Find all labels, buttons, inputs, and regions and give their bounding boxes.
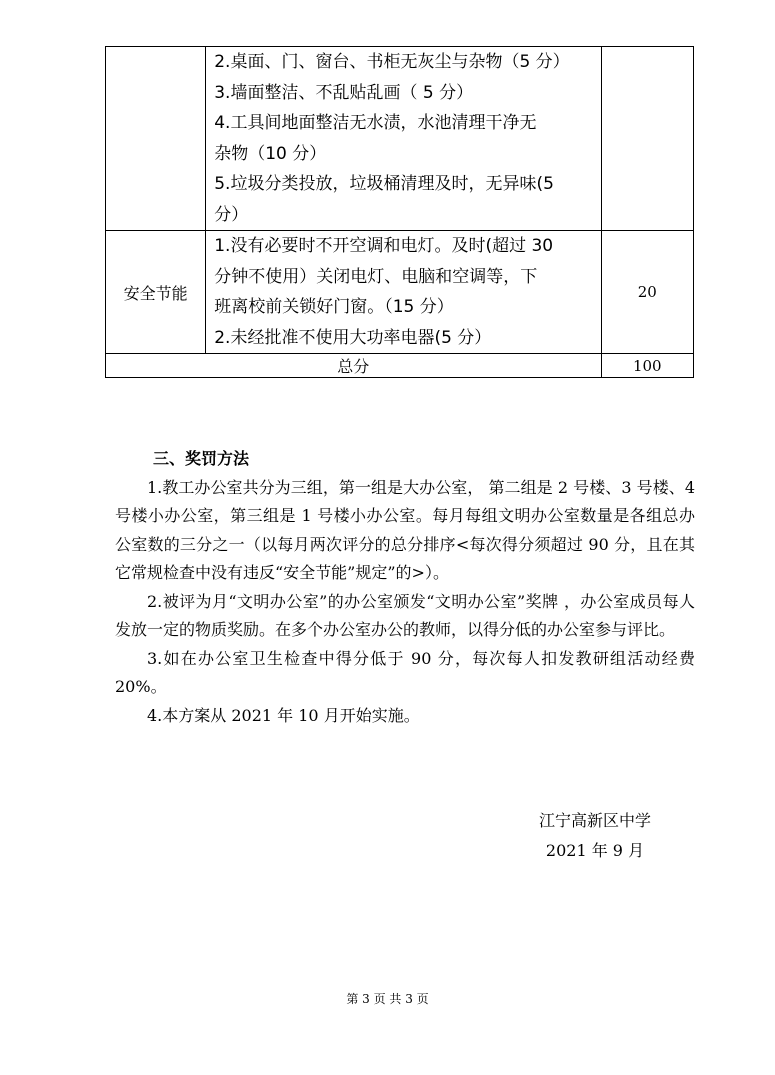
criteria-line: 5.垃圾分类投放，垃圾桶清理及时，无异味(5 [214, 174, 554, 194]
signature-date: 2021 年 9 月 [545, 841, 645, 860]
criteria-line: 1.没有必要时不开空调和电灯。及时(超过 30 [214, 236, 554, 256]
criteria-line: 3.墙面整洁、不乱贴乱画（ 5 分） [214, 82, 474, 103]
points-cell: 20 [601, 231, 693, 354]
paragraph: 4.本方案从 2021 年 10 月开始实施。 [147, 705, 420, 725]
criteria-line: 杂物（10 分） [214, 143, 327, 164]
total-value: 100 [601, 354, 693, 378]
section-heading: 三、奖罚方法 [153, 449, 250, 468]
paragraph: 1.教工办公室共分为三组，第一组是大办公室， 第二组是 2 号楼、3 号楼、4 号楼小办公室，第三组是 1 号楼小办公室。每月每组文明办公室数量是各组总办公室数的三分之一（以每月两次评分的总分排序<每次得分须超过 90 分，且在其它常规检查中没有违反“安全节能”规定”的>）。 [115, 477, 695, 582]
category-cell: 安全节能 [106, 231, 206, 354]
criteria-cell [206, 231, 601, 354]
paragraph: 2.被评为月“文明办公室”的办公室颁发“文明办公室”奖牌 ，办公室成员每人发放一定的物质奖励。在多个办公室办公的教师，以得分低的办公室参与评比。 [115, 591, 695, 639]
table-row-total [106, 354, 694, 378]
criteria-line: 2.未经批准不使用大功率电器(5 分） [214, 327, 492, 348]
rewards-section [115, 445, 695, 730]
page-footer: 第 3 页 共 3 页 [346, 992, 429, 1006]
category-cell [106, 47, 206, 231]
signature-org: 江宁高新区中学 [538, 811, 651, 830]
signature-block [539, 806, 651, 866]
points-cell [601, 47, 693, 231]
criteria-line: 分） [214, 204, 249, 225]
table-row [106, 47, 694, 231]
paragraph: 3.如在办公室卫生检查中得分低于 90 分，每次每人扣发教研组活动经费 20%。 [115, 648, 695, 696]
table-row [106, 231, 694, 354]
criteria-line: 4.工具间地面整洁无水渍，水池清理干净无 [214, 113, 537, 133]
scoring-table [105, 46, 694, 378]
criteria-line: 2.桌面、门、窗台、书柜无灰尘与杂物（5 分） [214, 52, 570, 72]
criteria-line: 分钟不使用）关闭电灯、电脑和空调等，下 [214, 266, 538, 287]
criteria-cell [206, 47, 601, 231]
total-label: 总分 [106, 354, 602, 378]
criteria-line: 班离校前关锁好门窗。（15 分） [214, 297, 454, 317]
